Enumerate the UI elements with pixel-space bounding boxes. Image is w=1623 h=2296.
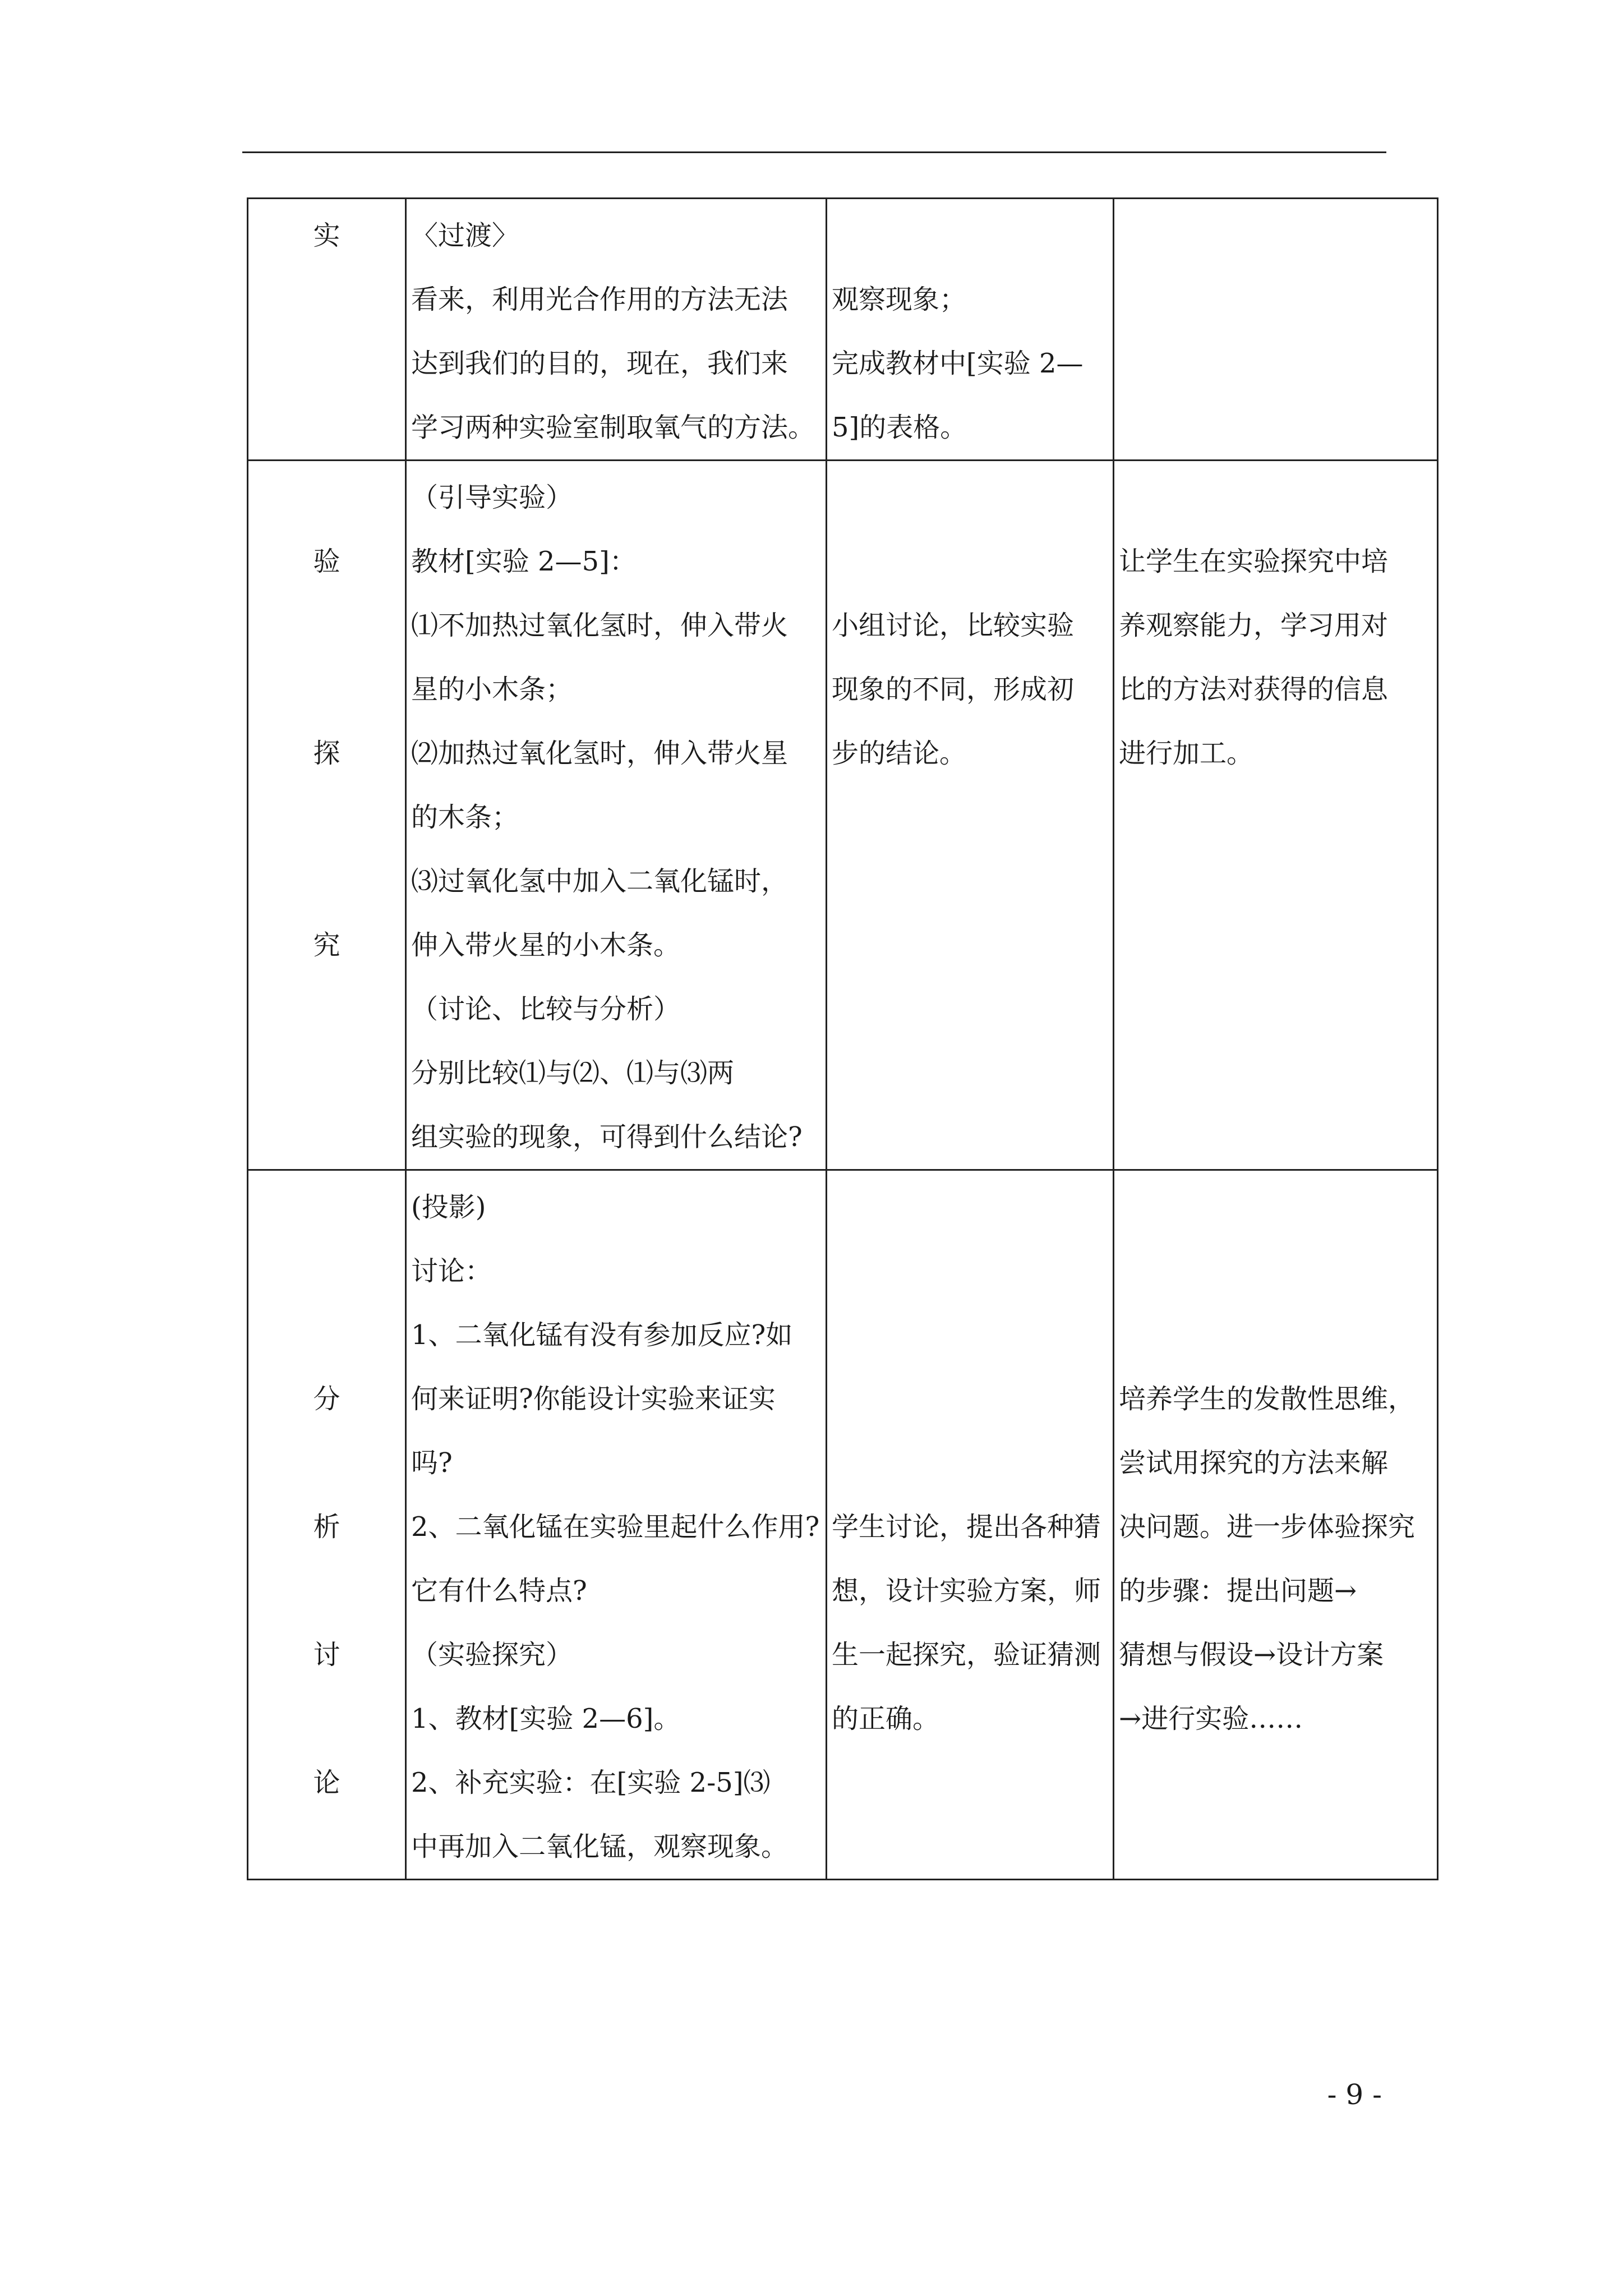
- text-line: 论: [313, 1767, 340, 1798]
- text-line: 学习两种实验室制取氧气的方法。: [411, 412, 815, 443]
- text-line: [832, 1367, 1108, 1431]
- text-line: 学生讨论，提出各种猜: [832, 1511, 1101, 1543]
- text-line: 看来，利用光合作用的方法无法: [411, 284, 789, 315]
- text-line: [253, 657, 400, 721]
- text-line: 达到我们的目的，现在，我们来: [411, 348, 789, 379]
- text-line: 吗?: [411, 1447, 453, 1479]
- design-intent-cell: [1114, 1170, 1438, 1880]
- text-line: 实: [313, 220, 340, 251]
- text-line: [1119, 1239, 1432, 1303]
- text-line: 决问题。进一步体验探究: [1119, 1511, 1415, 1543]
- text-line: [253, 1687, 400, 1751]
- text-line: [253, 593, 400, 657]
- text-line: 小组讨论，比较实验: [832, 610, 1075, 641]
- text-line: 现象的不同，形成初: [832, 674, 1075, 705]
- page-number: - 9 -: [1327, 2078, 1382, 2111]
- text-line: 尝试用探究的方法来解: [1119, 1447, 1389, 1479]
- text-line: 2、二氧化锰在实验里起什么作用?: [411, 1511, 820, 1543]
- teacher-activity-cell: [406, 199, 827, 461]
- text-line: [253, 785, 400, 849]
- text-line: （实验探究）: [411, 1639, 573, 1671]
- text-line: 培养学生的发散性思维，: [1119, 1383, 1415, 1415]
- text-line: [832, 1431, 1108, 1495]
- text-line: [832, 1303, 1108, 1367]
- student-activity-cell: [827, 461, 1114, 1170]
- table-row: [248, 1170, 1438, 1880]
- text-line: [253, 1559, 400, 1623]
- text-line: 让学生在实验探究中培: [1119, 546, 1389, 577]
- text-line: 验: [313, 546, 340, 577]
- text-line: 想，设计实验方案，师: [832, 1575, 1101, 1607]
- text-line: 1、教材[实验 2—6]。: [411, 1703, 681, 1734]
- text-line: 完成教材中[实验 2—: [832, 348, 1083, 379]
- table-row: [248, 461, 1438, 1170]
- text-line: 讨论：: [411, 1255, 492, 1287]
- text-line: 它有什么特点?: [411, 1575, 587, 1607]
- text-line: 的木条；: [411, 802, 519, 833]
- text-line: 的步骤：提出问题→: [1119, 1575, 1357, 1607]
- text-line: 分: [313, 1383, 340, 1415]
- text-line: （引导实验）: [411, 482, 573, 513]
- text-line: 教材[实验 2—5]：: [411, 546, 637, 577]
- text-line: 进行加工。: [1119, 738, 1254, 769]
- student-activity-cell: [827, 199, 1114, 461]
- text-line: [253, 1303, 400, 1367]
- text-line: 的正确。: [832, 1703, 940, 1734]
- text-line: 星的小木条；: [411, 674, 573, 705]
- text-line: 猜想与假设→设计方案: [1119, 1639, 1384, 1671]
- text-line: →进行实验……: [1119, 1703, 1303, 1734]
- text-line: 比的方法对获得的信息: [1119, 674, 1389, 705]
- text-line: [832, 1239, 1108, 1303]
- text-line: [832, 1175, 1108, 1239]
- text-line: [253, 849, 400, 913]
- teacher-activity-cell: [406, 1170, 827, 1880]
- text-line: 2、补充实验：在[实验 2-5]⑶: [411, 1767, 771, 1798]
- stage-cell: [248, 199, 406, 461]
- text-line: 析: [313, 1511, 340, 1543]
- text-line: (投影): [411, 1191, 486, 1223]
- table-row: [248, 199, 1438, 461]
- text-line: 养观察能力，学习用对: [1119, 610, 1389, 641]
- text-line: 1、二氧化锰有没有参加反应?如: [411, 1319, 793, 1351]
- text-line: 讨: [313, 1639, 340, 1671]
- lesson-plan-table: [247, 197, 1438, 1880]
- text-line: [253, 1431, 400, 1495]
- text-line: （讨论、比较与分析）: [411, 993, 681, 1025]
- text-line: [253, 466, 400, 530]
- text-line: [1119, 1303, 1432, 1367]
- text-line: 组实验的现象，可得到什么结论?: [411, 1121, 803, 1153]
- text-line: [832, 530, 1108, 593]
- text-line: 探: [313, 738, 340, 769]
- text-line: 分别比较⑴与⑵、⑴与⑶两: [411, 1057, 735, 1089]
- text-line: [253, 1175, 400, 1239]
- text-line: 何来证明?你能设计实验来证实: [411, 1383, 776, 1415]
- text-line: 观察现象；: [832, 284, 967, 315]
- student-activity-cell: [827, 1170, 1114, 1880]
- text-line: [1119, 466, 1432, 530]
- teacher-activity-cell: [406, 461, 827, 1170]
- text-line: 究: [313, 930, 340, 961]
- stage-cell: [248, 1170, 406, 1880]
- text-line: ⑵加热过氧化氢时，伸入带火星: [411, 738, 789, 769]
- header-rule: [242, 151, 1386, 153]
- text-line: [832, 466, 1108, 530]
- text-line: 5]的表格。: [832, 412, 967, 443]
- design-intent-cell: [1114, 461, 1438, 1170]
- text-line: 伸入带火星的小木条。: [411, 930, 681, 961]
- text-line: 中再加入二氧化锰，观察现象。: [411, 1831, 789, 1862]
- text-line: [832, 204, 1108, 268]
- text-line: 步的结论。: [832, 738, 967, 769]
- text-line: 〈过渡〉: [411, 220, 519, 251]
- text-line: 生一起探究，验证猜测: [832, 1639, 1101, 1671]
- text-line: [1119, 1175, 1432, 1239]
- text-line: [253, 1239, 400, 1303]
- text-line: ⑴不加热过氧化氢时，伸入带火: [411, 610, 789, 641]
- text-line: ⑶过氧化氢中加入二氧化锰时，: [411, 866, 789, 897]
- design-intent-cell: [1114, 199, 1438, 461]
- stage-cell: [248, 461, 406, 1170]
